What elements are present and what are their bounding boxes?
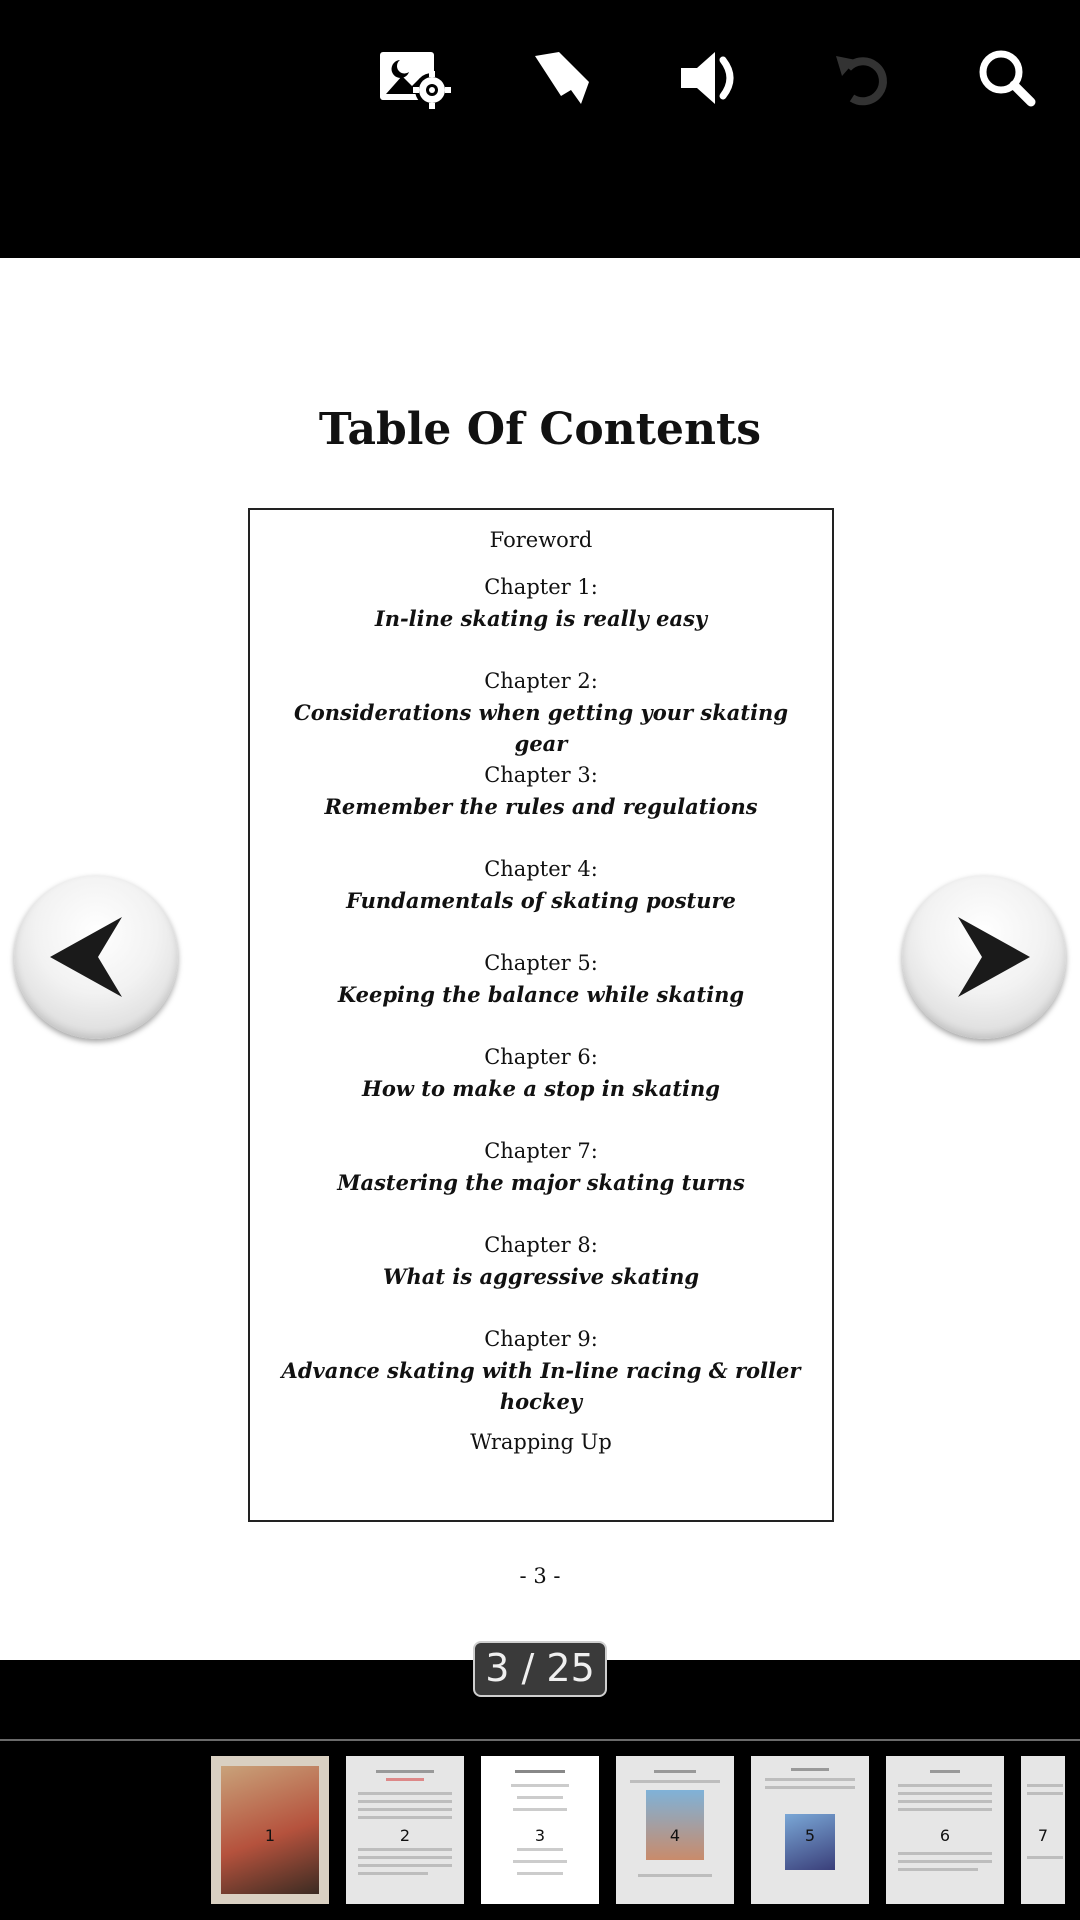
- toc-wrapping-up[interactable]: Wrapping Up: [470, 1430, 612, 1454]
- page-title: Table Of Contents: [318, 404, 762, 455]
- toc-chapter[interactable]: [250, 666, 832, 760]
- toc-chapter[interactable]: [250, 760, 832, 854]
- thumbnail-label: 2: [399, 1826, 411, 1845]
- night-mode-settings-icon[interactable]: [376, 40, 456, 116]
- thumbnail-page-5[interactable]: [751, 1756, 869, 1904]
- chapter-number: Chapter 9:: [484, 1327, 598, 1351]
- table-of-contents: [248, 508, 834, 1522]
- toc-chapter[interactable]: [250, 1230, 832, 1324]
- chapter-number: Chapter 5:: [484, 951, 598, 975]
- toc-chapter[interactable]: [250, 572, 832, 666]
- chapter-number: Chapter 2:: [484, 669, 598, 693]
- search-icon[interactable]: [968, 40, 1048, 116]
- undo-icon: [822, 40, 902, 116]
- thumbnail-page-1[interactable]: [211, 1756, 329, 1904]
- arrow-right-icon: [934, 907, 1034, 1007]
- thumbnail-label: 6: [939, 1826, 951, 1845]
- arrow-left-icon: [46, 907, 146, 1007]
- divider: [0, 1739, 1080, 1741]
- thumbnail-label: 7: [1037, 1826, 1049, 1845]
- thumbnail-page-2[interactable]: [346, 1756, 464, 1904]
- chapter-title: Considerations when getting your skating gear: [293, 700, 789, 756]
- chapter-title: Remember the rules and regulations: [324, 794, 758, 819]
- chapter-number: Chapter 6:: [484, 1045, 598, 1069]
- toc-foreword[interactable]: Foreword: [489, 528, 593, 552]
- chapter-number: Chapter 3:: [484, 763, 598, 787]
- chapter-title: Fundamentals of skating posture: [346, 888, 736, 913]
- thumbnail-label: 4: [669, 1826, 681, 1845]
- thumbnail-label: 1: [264, 1826, 276, 1845]
- toc-chapter[interactable]: [250, 854, 832, 948]
- thumbnail-label: 5: [804, 1826, 816, 1845]
- bookmark-icon[interactable]: [520, 40, 600, 116]
- thumbnail-page-6[interactable]: [886, 1756, 1004, 1904]
- chapter-number: Chapter 4:: [484, 857, 598, 881]
- chapter-title: What is aggressive skating: [382, 1264, 700, 1289]
- toc-chapter[interactable]: [250, 1042, 832, 1136]
- volume-icon[interactable]: [670, 40, 750, 116]
- toc-chapter-list: [250, 572, 832, 1450]
- thumbnail-label: 3: [534, 1826, 546, 1845]
- previous-page-button[interactable]: [14, 875, 178, 1039]
- thumbnail-page-7[interactable]: [1021, 1756, 1065, 1904]
- top-toolbar: [0, 0, 1080, 258]
- toc-chapter[interactable]: [250, 948, 832, 1042]
- page-counter: 3 / 25: [473, 1641, 607, 1697]
- thumbnail-page-4[interactable]: [616, 1756, 734, 1904]
- chapter-title: Advance skating with In-line racing & roller hockey: [281, 1358, 801, 1414]
- toc-chapter[interactable]: [250, 1136, 832, 1230]
- illustration: [646, 1790, 704, 1860]
- chapter-number: Chapter 7:: [484, 1139, 598, 1163]
- next-page-button[interactable]: [902, 875, 1066, 1039]
- thumbnail-strip[interactable]: [0, 1756, 1080, 1904]
- page-number: - 3 -: [519, 1564, 561, 1588]
- chapter-title: In-line skating is really easy: [374, 606, 708, 631]
- chapter-title: How to make a stop in skating: [362, 1076, 720, 1101]
- thumbnail-page-3[interactable]: [481, 1756, 599, 1904]
- chapter-number: Chapter 1:: [484, 575, 598, 599]
- chapter-title: Keeping the balance while skating: [337, 982, 745, 1007]
- chapter-number: Chapter 8:: [484, 1233, 598, 1257]
- chapter-title: Mastering the major skating turns: [337, 1170, 745, 1195]
